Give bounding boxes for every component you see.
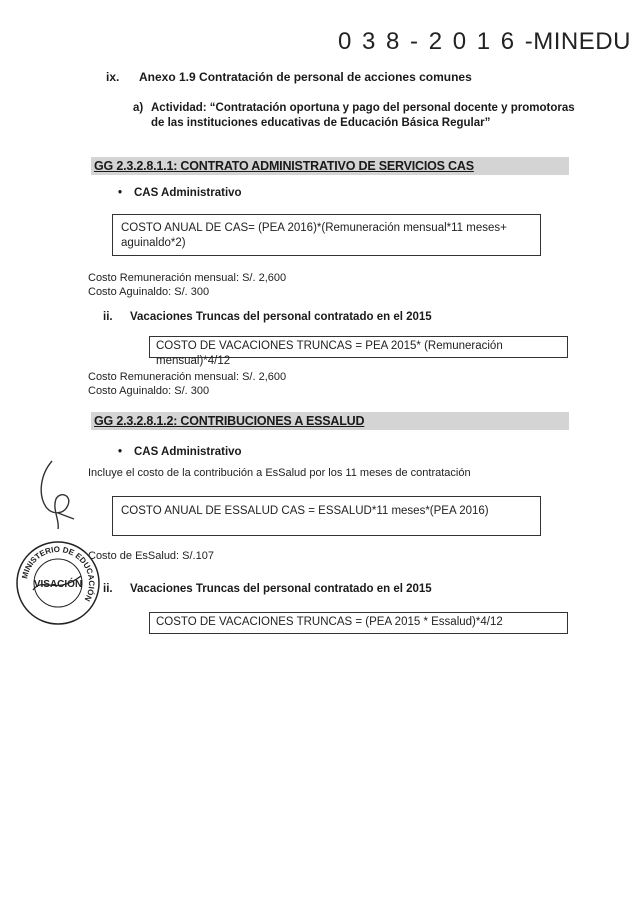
seal-ring-text: MINISTERIO DE EDUCACIÓN xyxy=(20,544,97,603)
document-number-digits: 0 3 8 - 2 0 1 6 xyxy=(338,28,517,55)
document-number xyxy=(338,28,631,56)
signature-mark xyxy=(30,455,90,535)
activity-label: a) xyxy=(133,102,144,114)
bullet-dot-icon: • xyxy=(118,446,123,458)
section2-cost-line: Costo de EsSalud: S/.107 xyxy=(88,550,214,562)
section2-formula-box: COSTO ANUAL DE ESSALUD CAS = ESSALUD*11 meses*(PEA 2016) xyxy=(112,496,541,536)
section1-formula-box: COSTO ANUAL DE CAS= (PEA 2016)*(Remuneración mensual*11 meses+ aguinaldo*2) xyxy=(112,214,541,256)
section2-sub-label: ii. xyxy=(103,583,113,595)
section2-heading: GG 2.3.2.8.1.2: CONTRIBUCIONES A ESSALUD xyxy=(91,412,569,430)
document-number-suffix: -MINEDU xyxy=(524,28,631,55)
section1-sub-cost-line-1: Costo Remuneración mensual: S/. 2,600 xyxy=(88,371,287,383)
section2-bullet-text: CAS Administrativo xyxy=(134,446,242,458)
section2-intro: Incluye el costo de la contribución a EsSalud por los 11 meses de contratación xyxy=(88,467,471,479)
annex-heading xyxy=(106,70,472,84)
seal-center-text: VISACIÓN xyxy=(33,579,83,590)
ministry-seal xyxy=(15,540,101,626)
svg-text:MINISTERIO DE EDUCACIÓN xyxy=(20,545,96,603)
section1-sub-label: ii. xyxy=(103,311,113,323)
section1-sub-formula-box: COSTO DE VACACIONES TRUNCAS = PEA 2015* (Remuneración mensual)*4/12 xyxy=(149,336,568,358)
section2-sub-title: Vacaciones Truncas del personal contratado en el 2015 xyxy=(130,583,432,595)
section1-cost-line-1: Costo Remuneración mensual: S/. 2,600 xyxy=(88,272,287,284)
section1-sub-cost-line-2: Costo Aguinaldo: S/. 300 xyxy=(88,385,210,397)
annex-title: Anexo 1.9 Contratación de personal de acciones comunes xyxy=(139,70,472,84)
activity-text: Actividad: “Contratación oportuna y pago del personal docente y promotoras de las instituciones educativas de Educación Básica Regular” xyxy=(151,102,575,129)
bullet-dot-icon: • xyxy=(118,187,123,199)
section2-sub-formula-box: COSTO DE VACACIONES TRUNCAS = (PEA 2015 * Essalud)*4/12 xyxy=(149,612,568,634)
section1-bullet-text: CAS Administrativo xyxy=(134,187,242,199)
section1-sub-title: Vacaciones Truncas del personal contratado en el 2015 xyxy=(130,311,432,323)
section1-heading: GG 2.3.2.8.1.1: CONTRATO ADMINISTRATIVO DE SERVICIOS CAS xyxy=(91,157,569,175)
section1-cost-line-2: Costo Aguinaldo: S/. 300 xyxy=(88,286,210,298)
annex-label: ix. xyxy=(106,70,120,84)
